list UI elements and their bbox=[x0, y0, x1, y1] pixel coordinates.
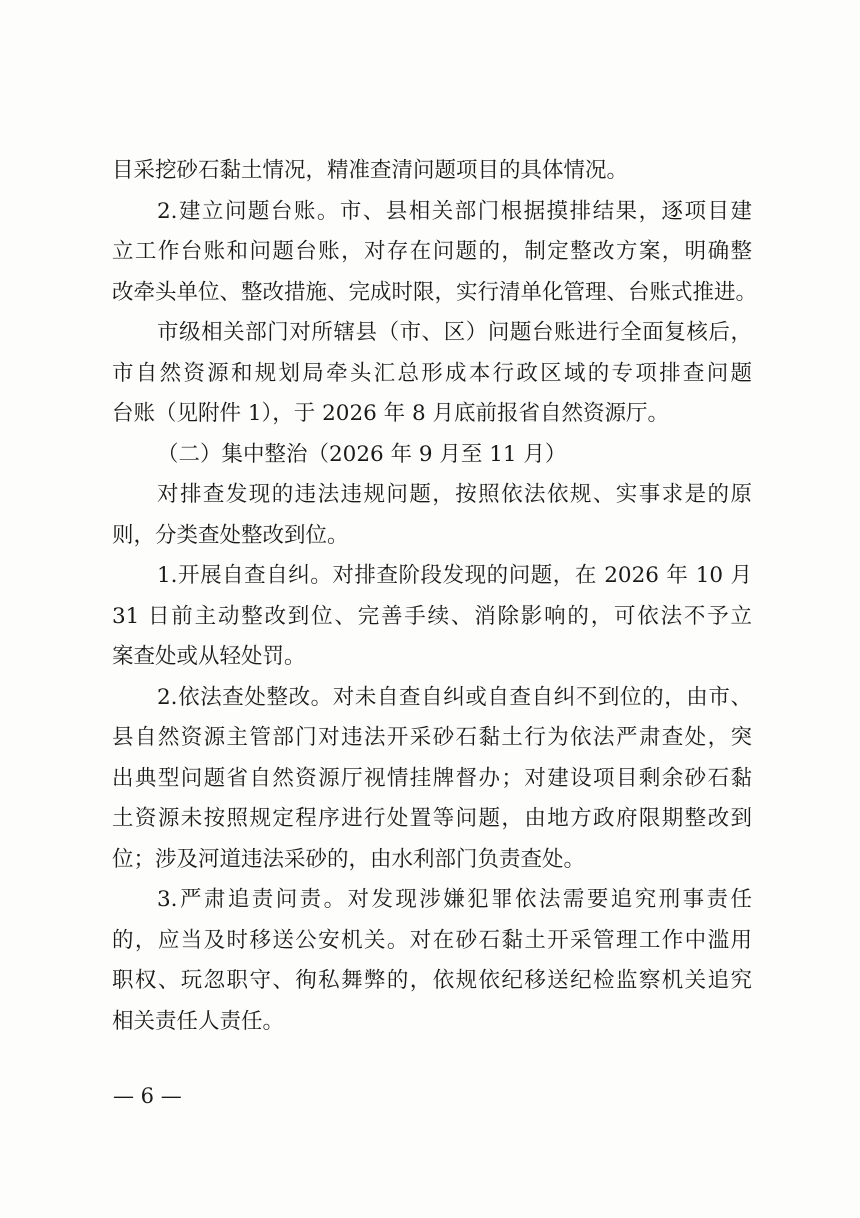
paragraph-line: 土资源未按照规定程序进行处置等问题，由地方政府限期整改到 bbox=[112, 806, 752, 831]
paragraph-line: 改牵头单位、整改措施、完成时限，实行清单化管理、台账式推进。 bbox=[112, 279, 758, 305]
paragraph-line: 出典型问题省自然资源厅视情挂牌督办；对建设项目剩余砂石黏 bbox=[112, 765, 752, 791]
paragraph-line: 31 日前主动整改到位、完善手续、消除影响的，可依法不予立 bbox=[112, 603, 752, 629]
paragraph-line: 案查处或从轻处罚。 bbox=[112, 644, 306, 669]
paragraph-line: 职权、玩忽职守、徇私舞弊的，依规依纪移送纪检监察机关追究 bbox=[112, 968, 752, 993]
paragraph-line: 立工作台账和问题台账，对存在问题的，制定整改方案，明确整 bbox=[112, 239, 752, 264]
paragraph-line: 台账（见附件 1），于 2026 年 8 月底前报省自然资源厅。 bbox=[112, 401, 669, 426]
page-number: — 6 — bbox=[113, 1084, 182, 1108]
paragraph-line: 2.依法查处整改。对未自查自纠或自查自纠不到位的，由市、 bbox=[157, 684, 752, 710]
paragraph-line: 3.严肃追责问责。对发现涉嫌犯罪依法需要追究刑事责任 bbox=[157, 887, 752, 912]
paragraph-line: 相关责任人责任。 bbox=[112, 1008, 285, 1034]
section-heading: （二）集中整治（2026 年 9 月至 11 月） bbox=[157, 441, 567, 467]
paragraph-line: 市级相关部门对所辖县（市、区）问题台账进行全面复核后， bbox=[157, 320, 752, 345]
paragraph-line: 市自然资源和规划局牵头汇总形成本行政区域的专项排查问题 bbox=[112, 360, 752, 386]
paragraph-line: 县自然资源主管部门对违法开采砂石黏土行为依法严肃查处，突 bbox=[112, 725, 752, 750]
paragraph-line: 对排查发现的违法违规问题，按照依法依规、实事求是的原 bbox=[157, 482, 752, 507]
paragraph-line: 则，分类查处整改到位。 bbox=[112, 522, 349, 548]
document-body bbox=[112, 151, 758, 1042]
paragraph-line: 2.建立问题台账。市、县相关部门根据摸排结果，逐项目建 bbox=[157, 198, 752, 224]
paragraph-line: 的，应当及时移送公安机关。对在砂石黏土开采管理工作中滥用 bbox=[112, 927, 752, 953]
paragraph-line: 位；涉及河道违法采砂的，由水利部门负责查处。 bbox=[112, 846, 586, 872]
paragraph-line: 目采挖砂石黏土情况，精准查清问题项目的具体情况。 bbox=[112, 158, 629, 183]
paragraph-line: 1.开展自查自纠。对排查阶段发现的问题，在 2026 年 10 月 bbox=[157, 563, 752, 588]
